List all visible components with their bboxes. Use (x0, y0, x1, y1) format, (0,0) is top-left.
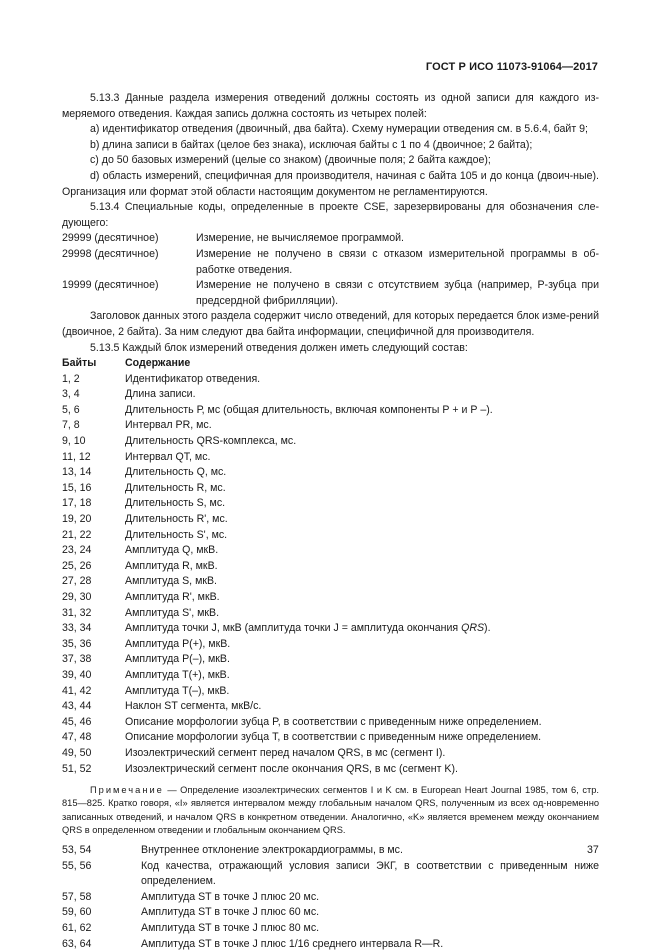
table-cell-content: Длительность S', мс. (125, 528, 599, 544)
table-cell-bytes: 51, 52 (62, 762, 125, 778)
table-row (62, 668, 599, 684)
table-cell-content: Наклон ST сегмента, мкВ/с. (125, 699, 599, 715)
table-row (62, 418, 599, 434)
table-cell-bytes: 21, 22 (62, 528, 125, 544)
table-cell-bytes: 25, 26 (62, 559, 125, 575)
table-cell-text: Амплитуда точки J, мкВ (амплитуда точки J = амплитуда окончания (125, 622, 461, 634)
table-row (62, 434, 599, 450)
page-number: 37 (587, 844, 599, 856)
table-row (62, 621, 599, 637)
code-description: Измерение не получено в связи с отсутствием зубца (например, P-зубца при предсердной фибрилляции). (196, 278, 599, 309)
table-cell-bytes: 39, 40 (62, 668, 125, 684)
table-cell-bytes: 15, 16 (62, 481, 125, 497)
table-row (62, 606, 599, 622)
table-row (62, 372, 599, 388)
table-cell-bytes: 55, 56 (62, 859, 141, 890)
table-cell-content: Амплитуда S, мкВ. (125, 574, 599, 590)
table-cell-bytes: 17, 18 (62, 496, 125, 512)
list-item-b: b) длина записи в байтах (целое без знака), исключая байты с 1 по 4 (двоичное; 2 байта); (62, 138, 599, 154)
table-row (62, 528, 599, 544)
table-cell-content: Амплитуда R, мкВ. (125, 559, 599, 575)
code-value: 29999 (десятичное) (62, 231, 196, 247)
code-description: Измерение не получено в связи с отказом измерительной программы в об-работке отведения. (196, 247, 599, 278)
table-row (62, 590, 599, 606)
list-item-d: d) область измерений, специфичная для производителя, начиная с байта 105 и до конца (двоич-ные). Организация или формат этой области настоящим документом не регламентируются. (62, 169, 599, 200)
table-row (62, 937, 599, 952)
table-row (62, 637, 599, 653)
table-cell-content: Амплитуда T(–), мкВ. (125, 684, 599, 700)
table-cell-bytes: 35, 36 (62, 637, 125, 653)
table-cell-content: Длительность R', мс. (125, 512, 599, 528)
list-item-c: c) до 50 базовых измерений (целые со знаком) (двоичные поля; 2 байта каждое); (62, 153, 599, 169)
table-cell-content: Интервал PR, мс. (125, 418, 599, 434)
table-row (62, 730, 599, 746)
list-item-a: а) идентификатор отведения (двоичный, два байта). Схему нумерации отведения см. в 5.6.4, байт 9; (62, 122, 599, 138)
table-row (62, 921, 599, 937)
table-cell-content: Длительность QRS-комплекса, мс. (125, 434, 599, 450)
table-cell-content: Амплитуда ST в точке J плюс 1/16 среднего интервала R—R. (141, 937, 599, 952)
table-continued (62, 843, 599, 952)
table-cell-bytes: 29, 30 (62, 590, 125, 606)
table-cell-italic: QRS (461, 622, 484, 634)
table-cell-bytes: 27, 28 (62, 574, 125, 590)
table-row (62, 699, 599, 715)
table-cell-content: Амплитуда ST в точке J плюс 60 мс. (141, 905, 599, 921)
code-description: Измерение, не вычисляемое программой. (196, 231, 599, 247)
table-cell-content: Длительность S, мс. (125, 496, 599, 512)
table-row (62, 859, 599, 890)
table-cell-bytes: 59, 60 (62, 905, 141, 921)
table-cell-bytes: 23, 24 (62, 543, 125, 559)
note-label: Примечание (90, 785, 164, 795)
table-header-content: Содержание (125, 356, 599, 372)
table-cell-content: Длительность Р, мс (общая длительность, включая компоненты Р + и Р –). (125, 403, 599, 419)
paragraph-5-13-3: 5.13.3 Данные раздела измерения отведений должны состоять из одной записи для каждого из-меряемого отведения. Каждая запись должна состоять из четырех полей: (62, 91, 599, 122)
table-cell-bytes: 53, 54 (62, 843, 141, 859)
table-cell-bytes: 5, 6 (62, 403, 125, 419)
paragraph-5-13-5: 5.13.5 Каждый блок измерений отведения должен иметь следующий состав: (62, 341, 599, 357)
table-cell-bytes: 9, 10 (62, 434, 125, 450)
table-cell-content (125, 621, 599, 637)
paragraph-header-data: Заголовок данных этого раздела содержит число отведений, для которых передается блок изме-рений (двоичное, 2 байта). За ним следуют два байта информации, специфичной для производителя. (62, 309, 599, 340)
table-cell-content: Код качества, отражающий условия записи ЭКГ, в соответствии с приведенным ниже определением. (141, 859, 599, 890)
table-row (62, 543, 599, 559)
table-cell-bytes: 43, 44 (62, 699, 125, 715)
table-cell-content: Внутреннее отклонение электрокардиограммы, в мс. (141, 843, 599, 859)
table-row (62, 387, 599, 403)
table-cell-content: Изоэлектрический сегмент после окончания QRS, в мс (сегмент K). (125, 762, 599, 778)
page-content (62, 91, 599, 952)
table-cell-content: Амплитуда P(–), мкВ. (125, 652, 599, 668)
table-cell-bytes: 47, 48 (62, 730, 125, 746)
table-row (62, 762, 599, 778)
table-row (62, 574, 599, 590)
table-cell-content: Амплитуда ST в точке J плюс 80 мс. (141, 921, 599, 937)
code-definition (62, 231, 599, 247)
table-cell-bytes: 13, 14 (62, 465, 125, 481)
table-row (62, 496, 599, 512)
note-text: Определение изоэлектрических сегментов I и K см. в European Heart Journal 1985, том 6, стр. 815—825. Кратко говоря, «I» является интервалом между глобальным началом QRS, полученным из всех од-новременно записанных отведений, и началом QRS в конкретном отведении. Аналогично, «K» является временем между окончанием QRS в определенном отведении и глобальным окончанием QRS. (62, 785, 599, 835)
table-row (62, 512, 599, 528)
code-definition (62, 247, 599, 278)
table-row (62, 684, 599, 700)
table-cell-content: Изоэлектрический сегмент перед началом QRS, в мс (сегмент I). (125, 746, 599, 762)
table-cell-bytes: 61, 62 (62, 921, 141, 937)
table-cell-bytes: 49, 50 (62, 746, 125, 762)
table-cell-bytes: 45, 46 (62, 715, 125, 731)
table-header-bytes: Байты (62, 356, 125, 372)
table-cell-bytes: 37, 38 (62, 652, 125, 668)
table-cell-bytes: 7, 8 (62, 418, 125, 434)
note (62, 784, 599, 837)
note-dash: — (164, 785, 180, 795)
table-cell-content: Описание морфологии зубца P, в соответствии с приведенным ниже определением. (125, 715, 599, 731)
table-cell-bytes: 3, 4 (62, 387, 125, 403)
code-value: 29998 (десятичное) (62, 247, 196, 278)
table-cell-content: Длина записи. (125, 387, 599, 403)
table-header (62, 356, 599, 372)
paragraph-5-13-4: 5.13.4 Специальные коды, определенные в проекте CSE, зарезервированы для обозначения сле-дующего: (62, 200, 599, 231)
table-cell-content: Амплитуда P(+), мкВ. (125, 637, 599, 653)
code-value: 19999 (десятичное) (62, 278, 196, 309)
table-row (62, 890, 599, 906)
table-cell-bytes: 31, 32 (62, 606, 125, 622)
table-cell-content: Описание морфологии зубца T, в соответствии с приведенным ниже определением. (125, 730, 599, 746)
table-cell-bytes: 19, 20 (62, 512, 125, 528)
table-row (62, 843, 599, 859)
table-cell-bytes: 1, 2 (62, 372, 125, 388)
table-cell-content: Длительность R, мс. (125, 481, 599, 497)
table-cell-content: Амплитуда Q, мкВ. (125, 543, 599, 559)
table-row (62, 481, 599, 497)
table-cell-content: Длительность Q, мс. (125, 465, 599, 481)
table-cell-content: Интервал QT, мс. (125, 450, 599, 466)
table-cell-content: Амплитуда R', мкВ. (125, 590, 599, 606)
table-row (62, 559, 599, 575)
table-cell-bytes: 57, 58 (62, 890, 141, 906)
table-body (62, 372, 599, 777)
table-cell-bytes: 33, 34 (62, 621, 125, 637)
table-cell-tail: ). (484, 622, 490, 634)
table-cell-bytes: 63, 64 (62, 937, 141, 952)
table-row (62, 403, 599, 419)
table-row (62, 715, 599, 731)
page-header-title: ГОСТ Р ИСО 11073-91064—2017 (426, 61, 598, 73)
table-cell-content: Амплитуда T(+), мкВ. (125, 668, 599, 684)
code-definition (62, 278, 599, 309)
table-cell-content: Амплитуда ST в точке J плюс 20 мс. (141, 890, 599, 906)
table-cell-bytes: 41, 42 (62, 684, 125, 700)
table-cell-content: Идентификатор отведения. (125, 372, 599, 388)
table-row (62, 652, 599, 668)
table-row (62, 450, 599, 466)
table-cell-bytes: 11, 12 (62, 450, 125, 466)
table-cell-content: Амплитуда S', мкВ. (125, 606, 599, 622)
table-row (62, 746, 599, 762)
table-row (62, 905, 599, 921)
table-row (62, 465, 599, 481)
